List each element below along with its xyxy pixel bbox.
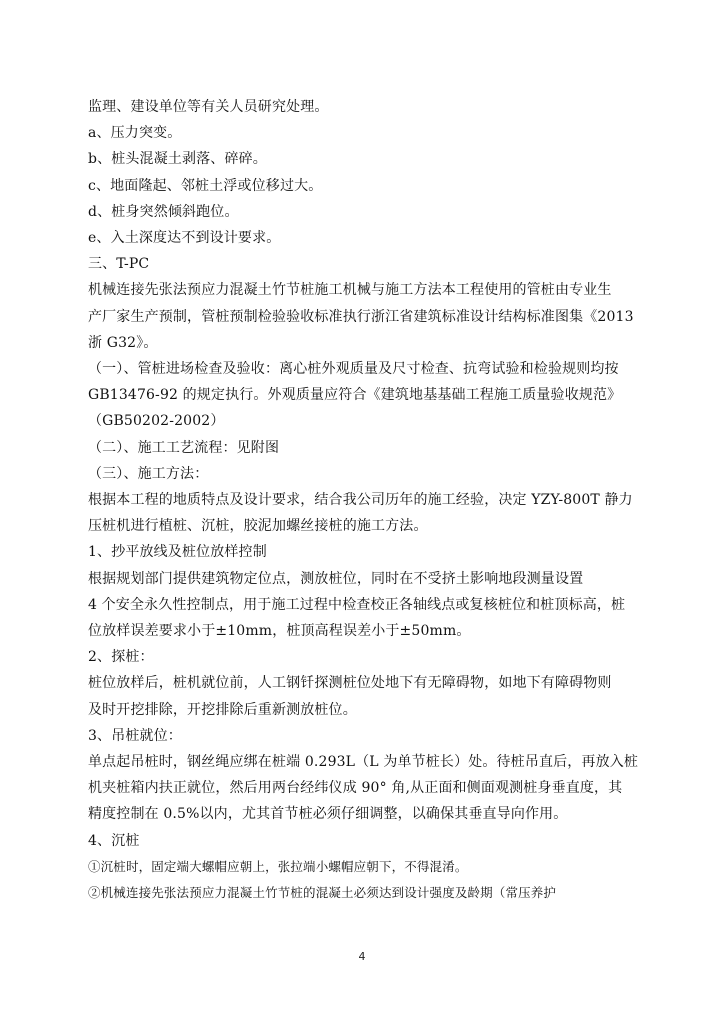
list-item-c: c、地面隆起、邻桩土浮或位移过大。 xyxy=(88,177,323,194)
list-item-b: b、桩头混凝土剥落、碎碎。 xyxy=(88,151,267,168)
text-line: （GB50202-2002） xyxy=(88,413,225,430)
text-line: 根据本工程的地质特点及设计要求，结合我公司历年的施工经验，决定 YZY-800T 静力 xyxy=(88,492,633,509)
list-item-a: a、压力突变。 xyxy=(88,125,182,142)
text-line: GB13476-92 的规定执行。外观质量应符合《建筑地基基础工程施工质量验收规范》 xyxy=(88,387,622,404)
step-heading: 3、吊桩就位： xyxy=(88,727,182,744)
subsection-heading: （二）、施工工艺流程：见附图 xyxy=(88,439,280,456)
text-line: 监理、建设单位等有关人员研究处理。 xyxy=(88,99,329,115)
list-item-e: e、入土深度达不到设计要求。 xyxy=(88,230,281,247)
text-line: 4 个安全永久性控制点，用于施工过程中检查校正各轴线点或复核桩位和桩顶标高，桩 xyxy=(88,596,626,613)
text-line: 桩位放样后，桩机就位前，人工钢钎探测桩位处地下有无障碍物，如地下有障碍物则 xyxy=(88,675,612,692)
page-number: 4 xyxy=(358,950,366,963)
text-line: 单点起吊桩时，钢丝绳应绑在桩端 0.293L（L 为单节桩长）处。待桩吊直后，再放入桩 xyxy=(88,754,639,771)
subsection-heading: （三）、施工方法： xyxy=(88,465,209,482)
text-line: 精度控制在 0.5%以内，尤其首节桩必须仔细调整，以确保其垂直导向作用。 xyxy=(88,806,568,823)
section-heading: 三、T-PC xyxy=(88,256,150,273)
list-item-d: d、桩身突然倾斜跑位。 xyxy=(88,203,239,220)
numbered-item-1: ①沉桩时，固定端大螺帽应朝上，张拉端小螺帽应朝下，不得混淆。 xyxy=(88,858,468,874)
step-heading: 1、抄平放线及桩位放样控制 xyxy=(88,544,267,561)
text-line: 根据规划部门提供建筑物定位点，测放桩位，同时在不受挤土影响地段测量设置 xyxy=(88,570,584,587)
text-line: 位放样误差要求小于±10mm，桩顶高程误差小于±50mm。 xyxy=(88,623,471,640)
body-text xyxy=(88,94,640,906)
text-line: 产厂家生产预制，管桩预制检验验收标准执行浙江省建筑标准设计结构标准图集《2013 xyxy=(88,308,634,325)
step-heading: 4、沉桩 xyxy=(88,832,140,849)
text-line: 机械连接先张法预应力混凝土竹节桩施工机械与施工方法本工程使用的管桩由专业生 xyxy=(88,282,612,299)
step-heading: 2、探桩： xyxy=(88,649,154,666)
subsection-heading: （一）、管桩进场检查及验收：离心桩外观质量及尺寸检查、抗弯试验和检验规则均按 xyxy=(88,361,619,378)
text-line: 及时开挖排除，开挖排除后重新测放桩位。 xyxy=(88,701,357,718)
text-line: 压桩机进行植桩、沉桩，胶泥加螺丝接桩的施工方法。 xyxy=(88,518,428,535)
text-line: 机夹桩箱内扶正就位，然后用两台经纬仪成 90° 角,从正面和侧面观测桩身垂直度，其 xyxy=(88,780,623,797)
text-line: 浙 G32》。 xyxy=(88,334,158,351)
numbered-item-2: ②机械连接先张法预应力混凝土竹节桩的混凝土必须达到设计强度及龄期（常压养护 xyxy=(88,885,557,901)
